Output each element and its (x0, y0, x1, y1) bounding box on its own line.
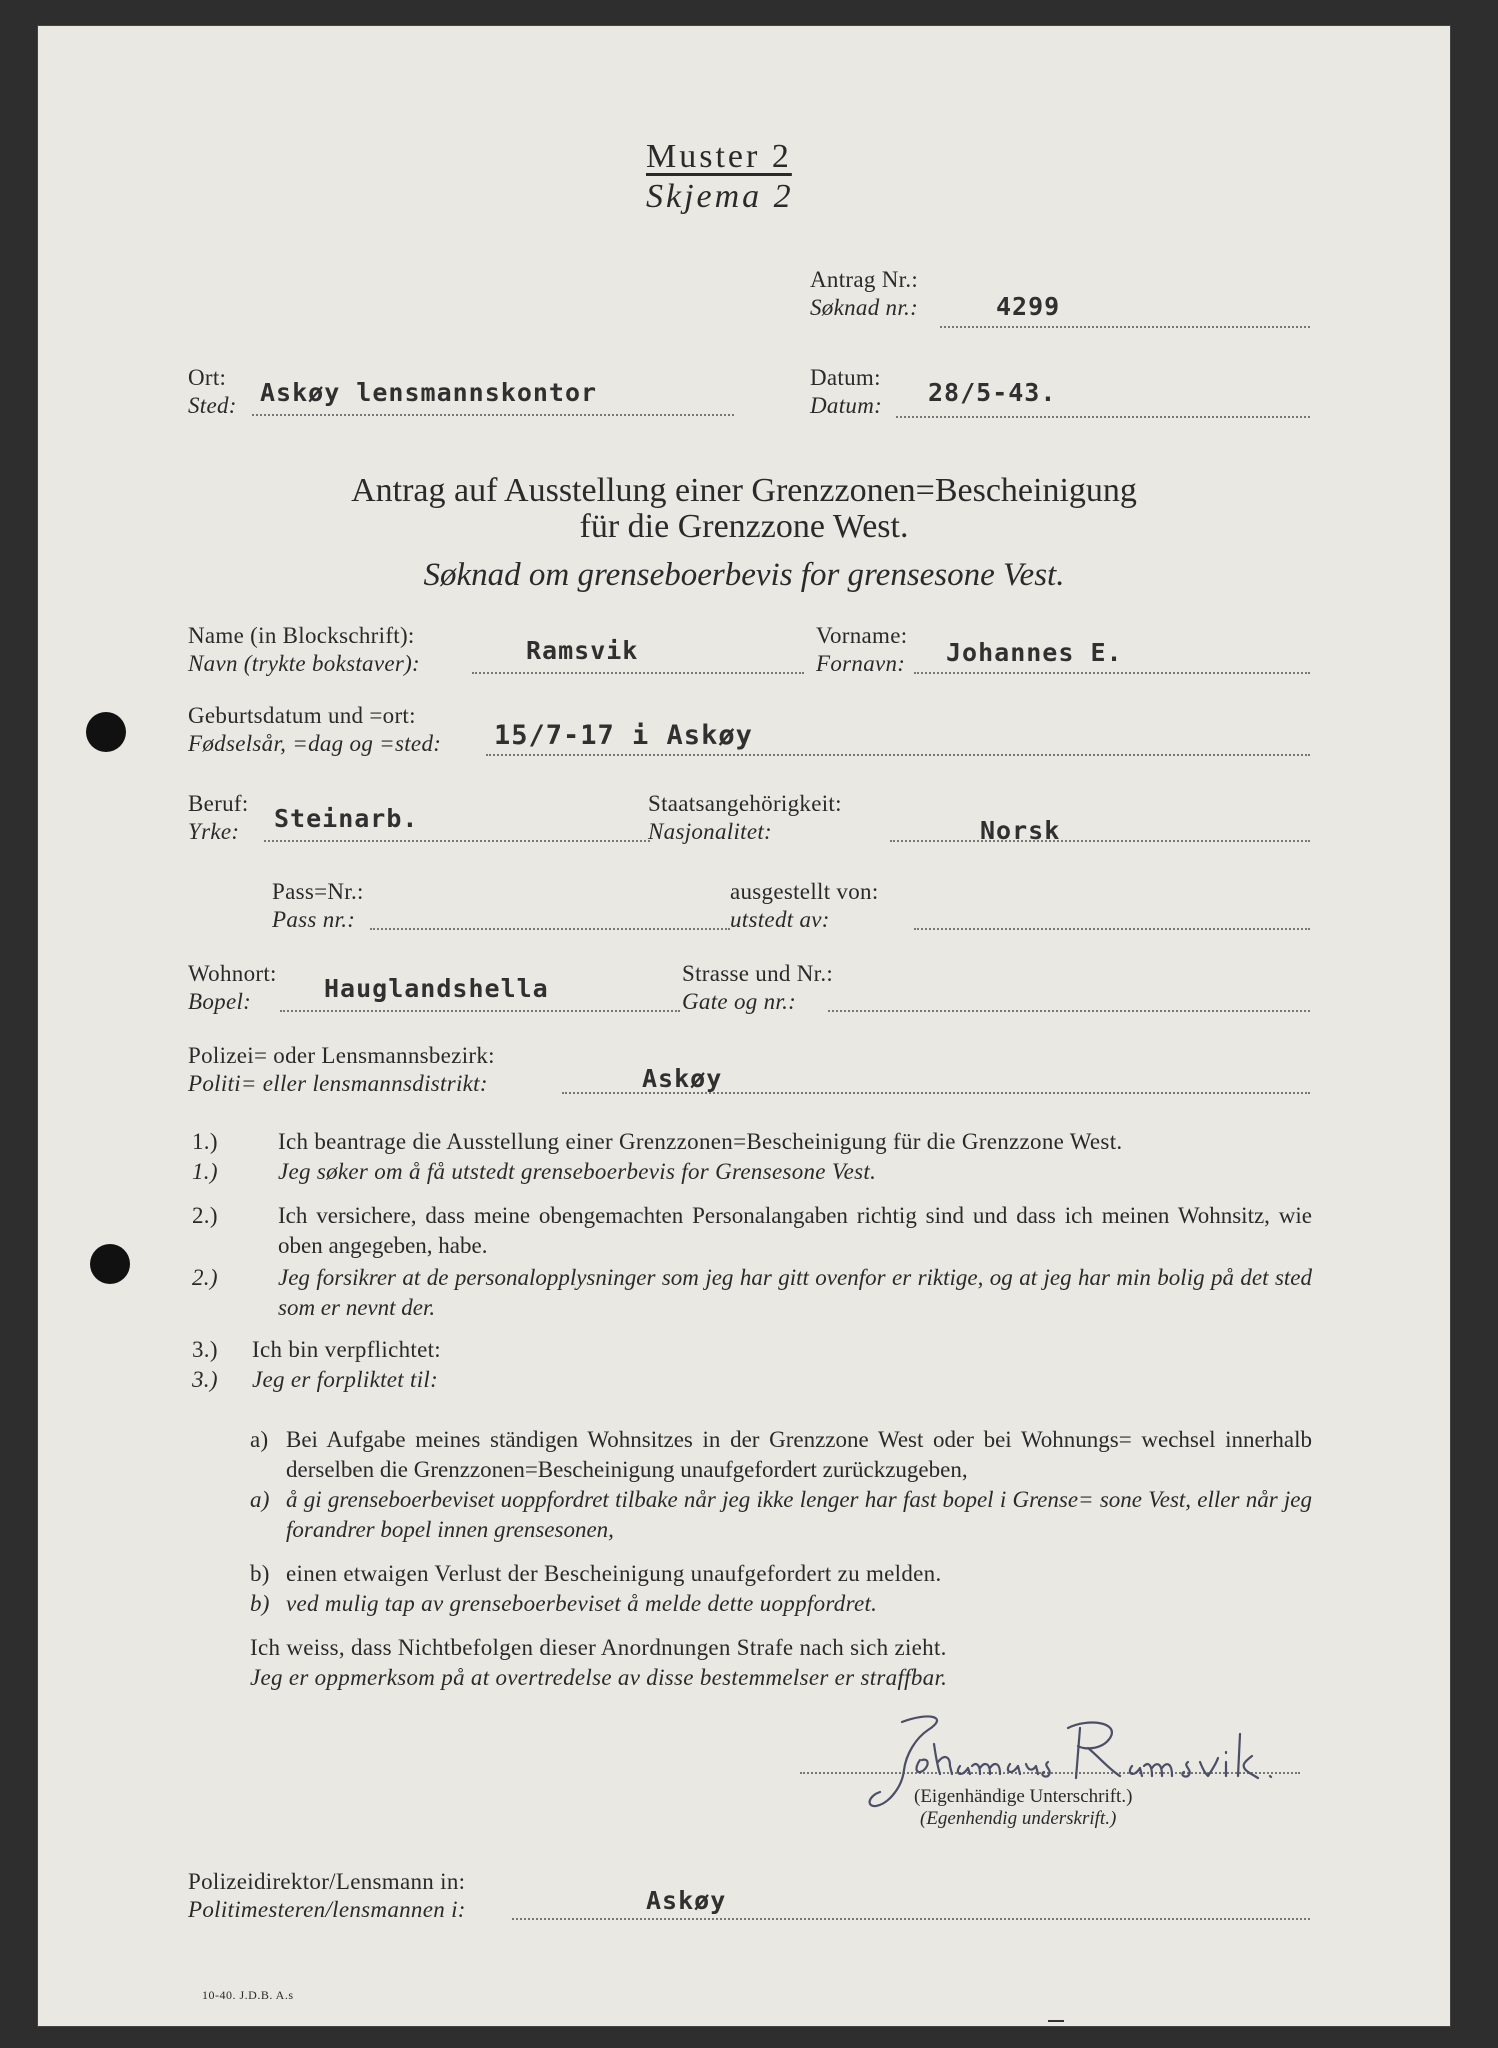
datum-value: 28/5-43. (928, 378, 1057, 407)
ausgestellt-label-de: ausgestellt von: (730, 879, 879, 904)
warning-no: Jeg er oppmerksom på at overtredelse av disse bestemmelser er straffbar. (250, 1665, 948, 1690)
antrag-label-de: Antrag Nr.: (810, 267, 919, 292)
lensmann-label-de: Polizeidirektor/Lensmann in: (188, 1869, 466, 1894)
ort-value: Askøy lensmannskontor (260, 378, 598, 407)
pass-line (370, 928, 730, 930)
ausgestellt-line (914, 928, 1310, 930)
pass-label-no: Pass nr.: (272, 907, 356, 932)
decl-2-text-de: Ich versichere, dass meine obengemachten Personalangaben richtig sind und dass ich meinen Wohnsitz, wie oben angegeben, habe. (278, 1203, 1312, 1258)
strasse-label-no: Gate og nr.: (682, 989, 797, 1014)
wohnort-value: Hauglandshella (324, 974, 549, 1003)
name-label-no: Navn (trykte bokstaver): (188, 651, 420, 676)
name-value: Ramsvik (526, 636, 639, 665)
staat-label-de: Staatsangehörigkeit: (648, 791, 842, 816)
name-line (472, 672, 804, 674)
form-page (38, 26, 1450, 2026)
decl-3-text-de: Ich bin verpflichtet: (252, 1337, 441, 1362)
beruf-line (264, 840, 650, 842)
decl-3-num-no: 3.) (192, 1367, 218, 1392)
geburt-line (486, 754, 1310, 756)
ort-line (252, 414, 734, 416)
decl-3-text-no: Jeg er forpliktet til: (252, 1367, 439, 1392)
decl-3-num-de: 3.) (192, 1337, 218, 1362)
item-a-mark-de: a) (250, 1427, 269, 1452)
item-b-mark-de: b) (250, 1561, 270, 1586)
staat-value: Norsk (980, 816, 1061, 845)
item-b-text-no: ved mulig tap av grenseboerbeviset å melde dette uoppfordret. (286, 1591, 878, 1616)
vorname-label-de: Vorname: (816, 623, 908, 648)
stray-mark (1048, 2020, 1064, 2022)
geburt-value: 15/7-17 i Askøy (494, 720, 753, 751)
staat-label-no: Nasjonalitet: (648, 819, 773, 844)
item-a-text-no: å gi grenseboerbeviset uoppfordret tilbake når jeg ikke lenger har fast bopel i Grense= sone Vest, eller når jeg forandrer bopel innen grensesonen, (286, 1487, 1312, 1542)
warning-de: Ich weiss, dass Nichtbefolgen dieser Anordnungen Strafe nach sich zieht. (250, 1635, 947, 1660)
datum-line (896, 416, 1310, 418)
lensmann-line (512, 1918, 1310, 1920)
antrag-label-no: Søknad nr.: (810, 295, 919, 320)
print-mark: 10-40. J.D.B. A.s (202, 1988, 294, 2002)
item-a-mark-no: a) (250, 1487, 270, 1512)
datum-label-de: Datum: (810, 365, 881, 390)
pass-label-de: Pass=Nr.: (272, 879, 364, 904)
antrag-value: 4299 (996, 292, 1061, 321)
item-a-text-de: Bei Aufgabe meines ständigen Wohnsitzes in der Grenzzone West oder bei Wohnungs= wechsel innerhalb derselben die Grenzzonen=Bescheinigung unaufgefordert zurückzugeben, (286, 1427, 1312, 1482)
ausgestellt-label-no: utstedt av: (730, 907, 830, 932)
lensmann-label-no: Politimesteren/lensmannen i: (188, 1897, 466, 1922)
strasse-line (828, 1010, 1310, 1012)
geburt-label-de: Geburtsdatum und =ort: (188, 703, 416, 728)
lensmann-value: Askøy (646, 1886, 727, 1915)
decl-1-text-de: Ich beantrage die Ausstellung einer Grenzzonen=Bescheinigung für die Grenzzone West. (278, 1129, 1123, 1154)
beruf-label-no: Yrke: (188, 819, 240, 844)
decl-2-text-no: Jeg forsikrer at de personalopplysninger som jeg har gitt ovenfor er riktige, og at jeg har min bolig på det sted som er nevnt der. (278, 1265, 1312, 1320)
signature-label-no: (Egenhendig underskrift.) (920, 1808, 1117, 1829)
bezirk-value: Askøy (642, 1064, 723, 1093)
form-title-no: Skjema 2 (646, 178, 794, 215)
bezirk-label-de: Polizei= oder Lensmannsbezirk: (188, 1043, 495, 1068)
bezirk-label-no: Politi= eller lensmannsdistrikt: (188, 1071, 488, 1096)
form-title-de: Muster 2 (646, 138, 792, 175)
wohnort-label-no: Bopel: (188, 989, 252, 1014)
vorname-label-no: Fornavn: (816, 651, 906, 676)
punch-hole-bottom (90, 1244, 130, 1284)
beruf-value: Steinarb. (274, 804, 419, 833)
heading-no: Søknad om grenseboerbevis for grensesone Vest. (423, 557, 1065, 593)
vorname-value: Johannes E. (946, 638, 1123, 667)
item-b-mark-no: b) (250, 1591, 270, 1616)
heading-de-line2: für die Grenzzone West. (579, 508, 909, 545)
antrag-line (940, 326, 1310, 328)
decl-2-num-de: 2.) (192, 1203, 218, 1228)
decl-1-num-no: 1.) (192, 1159, 218, 1184)
vorname-line (914, 672, 1310, 674)
wohnort-label-de: Wohnort: (188, 961, 277, 986)
datum-label-no: Datum: (810, 393, 883, 418)
wohnort-line (280, 1010, 680, 1012)
strasse-label-de: Strasse und Nr.: (682, 961, 834, 986)
ort-label-no: Sted: (188, 393, 237, 418)
geburt-label-no: Fødselsår, =dag og =sted: (188, 731, 442, 756)
beruf-label-de: Beruf: (188, 791, 249, 816)
punch-hole-top (86, 712, 126, 752)
decl-2-num-no: 2.) (192, 1265, 218, 1290)
item-b-text-de: einen etwaigen Verlust der Bescheinigung unaufgefordert zu melden. (286, 1561, 942, 1586)
heading-de-line1: Antrag auf Ausstellung einer Grenzzonen=Bescheinigung (351, 472, 1137, 509)
name-label-de: Name (in Blockschrift): (188, 623, 415, 648)
staat-line (890, 840, 1310, 842)
decl-1-text-no: Jeg søker om å få utstedt grenseboerbevis for Grensesone Vest. (278, 1159, 877, 1184)
signature-label-de: (Eigenhändige Unterschrift.) (914, 1786, 1133, 1807)
ort-label-de: Ort: (188, 365, 227, 390)
decl-1-num-de: 1.) (192, 1129, 218, 1154)
